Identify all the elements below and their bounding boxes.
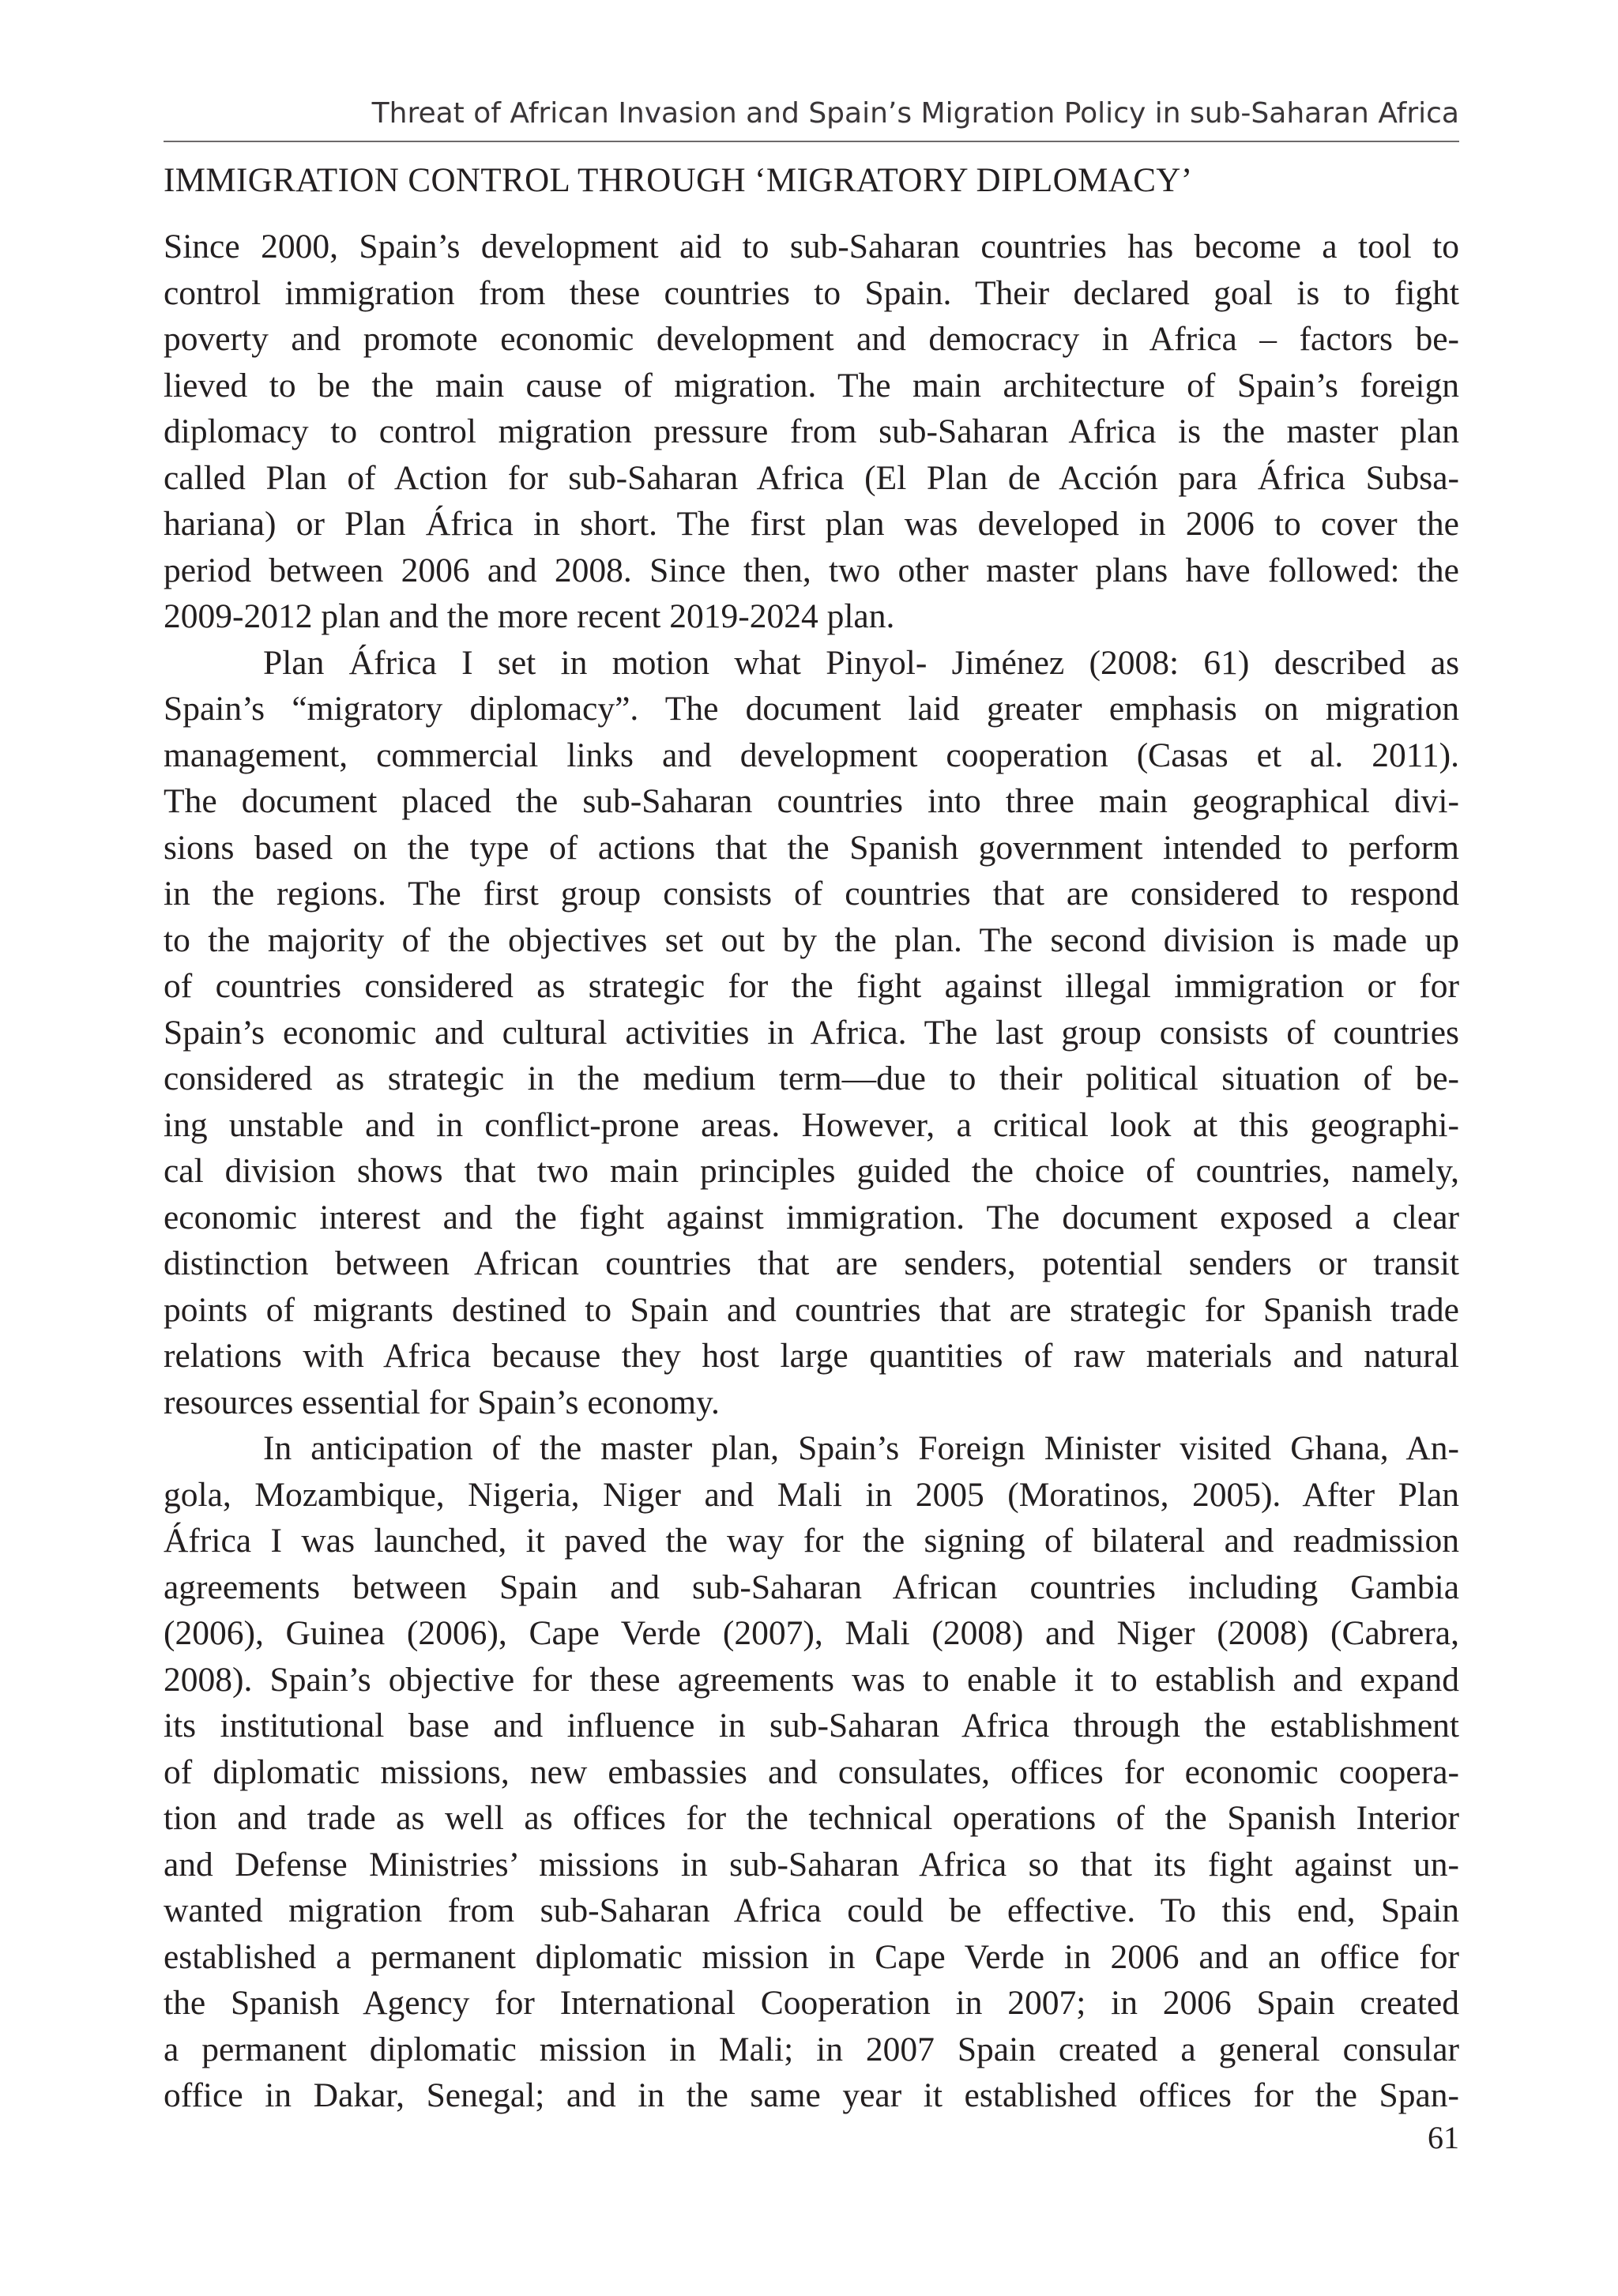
text-line: of diplomatic missions, new embassies and consulates, offices for economic coopera- xyxy=(164,1752,1459,1791)
section-heading: IMMIGRATION CONTROL THROUGH ‘MIGRATORY DIPLOMACY’ xyxy=(164,162,1193,199)
text-line: sions based on the type of actions that the Spanish government intended to perform xyxy=(164,828,1459,867)
text-line: points of migrants destined to Spain and countries that are strategic for Spanish trade xyxy=(164,1290,1459,1329)
text-line: period between 2006 and 2008. Since then, two other master plans have followed: the xyxy=(164,551,1459,589)
text-line: control immigration from these countries to Spain. Their declared goal is to fight xyxy=(164,273,1459,312)
text-line: Spain’s economic and cultural activities in Africa. The last group consists of countries xyxy=(164,1013,1459,1052)
text-line: poverty and promote economic development and democracy in Africa – factors be- xyxy=(164,320,1459,358)
text-line: established a permanent diplomatic mission in Cape Verde in 2006 and an office for xyxy=(164,1937,1459,1976)
text-line: a permanent diplomatic mission in Mali; in 2007 Spain created a general consular xyxy=(164,2030,1459,2068)
text-line: 2008). Spain’s objective for these agreements was to enable it to establish and expand xyxy=(164,1660,1459,1699)
paragraph xyxy=(164,640,1459,1426)
text-line: In anticipation of the master plan, Spain’s Foreign Minister visited Ghana, An- xyxy=(263,1429,1459,1467)
text-line: relations with Africa because they host large quantities of raw materials and natural xyxy=(164,1337,1459,1375)
text-line: called Plan of Action for sub-Saharan Africa (El Plan de Acción para África Subsa- xyxy=(164,458,1459,497)
text-line: The document placed the sub-Saharan countries into three main geographical divi- xyxy=(164,782,1459,820)
text-line: tion and trade as well as offices for the technical operations of the Spanish Interior xyxy=(164,1799,1459,1837)
text-line: agreements between Spain and sub-Saharan African countries including Gambia xyxy=(164,1568,1459,1606)
paragraph xyxy=(164,224,1459,640)
text-line: the Spanish Agency for International Cooperation in 2007; in 2006 Spain created xyxy=(164,1984,1459,2022)
running-header: Threat of African Invasion and Spain’s Migration Policy in sub-Saharan Africa xyxy=(371,97,1459,130)
body-text xyxy=(164,224,1459,2119)
text-line: África I was launched, it paved the way for the signing of bilateral and readmission xyxy=(164,1522,1459,1560)
text-line: ing unstable and in conflict-prone areas. However, a critical look at this geographi- xyxy=(164,1105,1459,1144)
page-number: 61 xyxy=(1428,2120,1459,2155)
text-line: Since 2000, Spain’s development aid to sub-Saharan countries has become a tool to xyxy=(164,228,1459,265)
text-line: management, commercial links and development cooperation (Casas et al. 2011). xyxy=(164,736,1459,774)
text-line: 2009-2012 plan and the more recent 2019-2024 plan. xyxy=(164,597,895,635)
text-line: in the regions. The first group consists of countries that are considered to respond xyxy=(164,875,1459,913)
text-line: diplomacy to control migration pressure from sub-Saharan Africa is the master plan xyxy=(164,412,1459,450)
text-line: its institutional base and influence in sub-Saharan Africa through the establishment xyxy=(164,1707,1459,1745)
text-line: cal division shows that two main principles guided the choice of countries, namely, xyxy=(164,1152,1459,1190)
text-line: and Defense Ministries’ missions in sub-Saharan Africa so that its fight against un- xyxy=(164,1845,1459,1884)
text-line: hariana) or Plan África in short. The first plan was developed in 2006 to cover the xyxy=(164,505,1459,543)
text-line: lieved to be the main cause of migration. The main architecture of Spain’s foreign xyxy=(164,366,1459,405)
text-line: considered as strategic in the medium term—due to their political situation of be- xyxy=(164,1060,1459,1097)
paragraph xyxy=(164,1425,1459,2119)
text-line: economic interest and the fight against immigration. The document exposed a clear xyxy=(164,1198,1459,1236)
text-line: office in Dakar, Senegal; and in the same year it established offices for the Span- xyxy=(164,2076,1459,2114)
text-line: resources essential for Spain’s economy. xyxy=(164,1383,720,1421)
header-rule xyxy=(164,141,1459,142)
text-line: wanted migration from sub-Saharan Africa could be effective. To this end, Spain xyxy=(164,1891,1459,1929)
text-line: Spain’s “migratory diplomacy”. The document laid greater emphasis on migration xyxy=(164,690,1459,728)
text-line: distinction between African countries that are senders, potential senders or transit xyxy=(164,1244,1459,1282)
text-line: to the majority of the objectives set out by the plan. The second division is made up xyxy=(164,920,1459,959)
text-line: gola, Mozambique, Nigeria, Niger and Mali in 2005 (Moratinos, 2005). After Plan xyxy=(164,1475,1459,1514)
text-line: (2006), Guinea (2006), Cape Verde (2007), Mali (2008) and Niger (2008) (Cabrera, xyxy=(164,1614,1459,1652)
text-line: of countries considered as strategic for the fight against illegal immigration or for xyxy=(164,967,1459,1005)
text-line: Plan África I set in motion what Pinyol- Jiménez (2008: 61) described as xyxy=(263,643,1459,682)
